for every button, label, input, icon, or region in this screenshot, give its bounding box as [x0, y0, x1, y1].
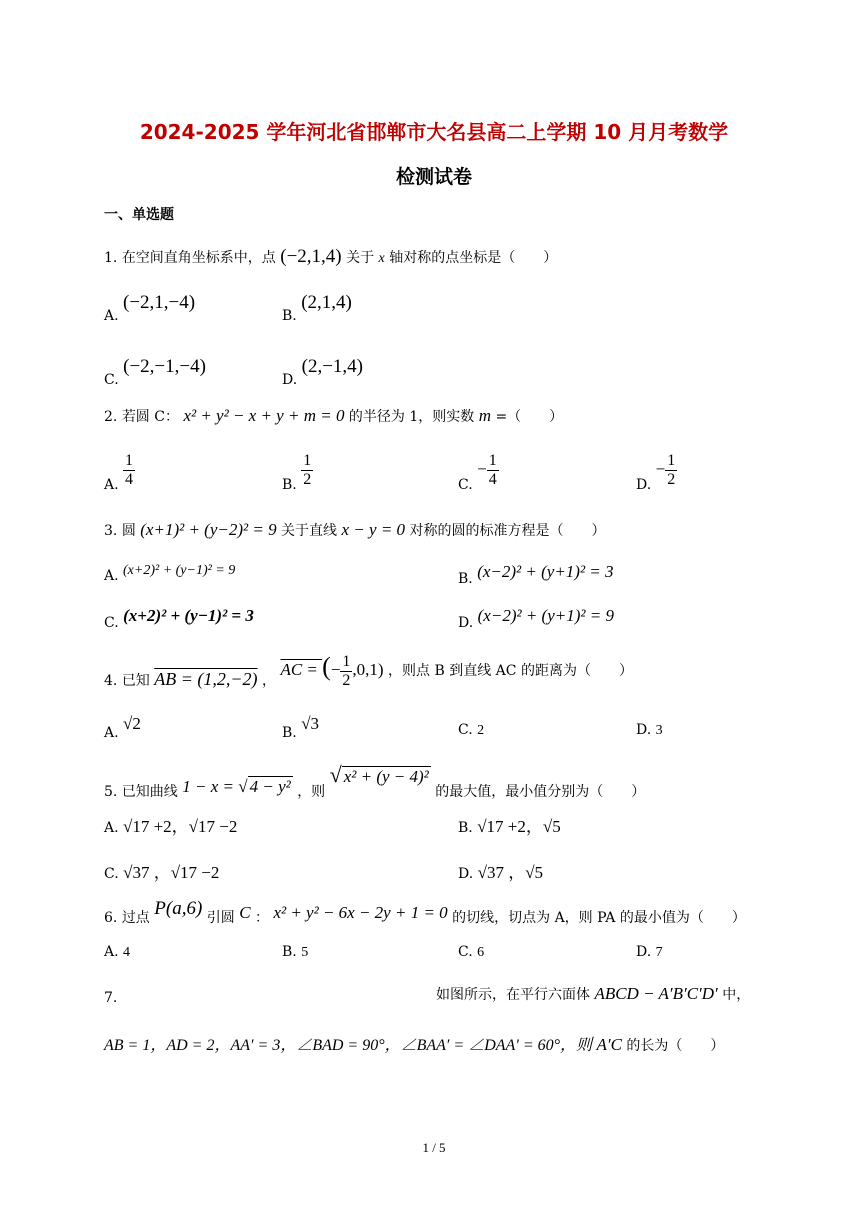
q1-text-b: 关于: [346, 250, 375, 266]
q4-sign: −: [330, 660, 341, 679]
q5-option-d: [458, 858, 543, 883]
question-6: [104, 898, 746, 926]
q7-text-a: 如图所示，在平行六面体: [436, 987, 590, 1003]
option-sign: −: [655, 459, 666, 479]
option-label: B.: [458, 820, 473, 836]
option-value: 7: [655, 945, 663, 960]
option-denominator: 4: [488, 471, 497, 488]
option-denominator: 2: [667, 471, 676, 488]
q4-denominator: 2: [342, 671, 351, 689]
doc-title-line2: 检测试卷: [395, 166, 472, 188]
option-label: B.: [458, 571, 473, 587]
question-3: [104, 520, 606, 540]
q2-text-b: 的半径为 1，则实数: [348, 409, 475, 425]
q2-text-a: 若圆 C：: [121, 409, 179, 425]
q2-option-a: [104, 452, 135, 493]
option-value: 5: [301, 945, 309, 960]
q3-text-a: 圆: [121, 523, 136, 539]
q6-option-a: [104, 944, 130, 961]
option-label: D.: [636, 722, 652, 738]
option-value: (−2,−1,−4): [123, 356, 206, 377]
q4-vector-ac: AC =: [280, 660, 323, 679]
q2-option-b: [282, 452, 313, 493]
q6-text-a: 过点: [121, 910, 150, 926]
page-number: 1 / 5: [422, 1140, 446, 1155]
option-label: B.: [282, 725, 297, 741]
option-label: B.: [282, 476, 297, 493]
q4-option-b: [282, 714, 320, 741]
q3-option-d: [458, 606, 614, 631]
option-value: (−2,1,−4): [123, 292, 196, 313]
option-label: D.: [282, 372, 298, 388]
option-label: B.: [282, 308, 297, 324]
q2-equation: x² + y² − x + y + m = 0: [183, 406, 345, 425]
option-label: D.: [458, 615, 474, 631]
q4-option-c: [458, 722, 484, 739]
question-2: [104, 406, 563, 426]
q4-option-d: [636, 722, 663, 739]
option-label: A.: [104, 725, 119, 741]
option-label: A.: [104, 820, 119, 836]
q3-option-a: [104, 562, 236, 584]
doc-title-line1: 2024-2025 学年河北省邯郸市大名县高二上学期 10 月月考数学: [139, 120, 729, 144]
option-label: A.: [104, 568, 119, 584]
option-denominator: 4: [125, 471, 134, 488]
option-value: 6: [477, 945, 485, 960]
option-value: (2,1,4): [301, 292, 352, 313]
q3-option-c: [104, 606, 254, 631]
option-numerator: 1: [667, 452, 676, 469]
q6-option-b: [282, 944, 308, 961]
q1-number: 1.: [104, 250, 118, 266]
option-numerator: 1: [303, 452, 312, 469]
option-value: √17 +2，√5: [477, 817, 561, 836]
option-value: 2: [477, 723, 485, 738]
option-label: C.: [104, 372, 119, 388]
q2-option-c: [458, 452, 499, 493]
q5-curve-lhs: 1 − x =: [182, 777, 239, 796]
q6-point: P(a,6): [154, 898, 203, 919]
q6-circle: C: [239, 903, 251, 922]
option-label: C.: [458, 944, 473, 960]
option-label: D.: [458, 866, 474, 882]
q2-number: 2.: [104, 409, 118, 425]
q2-text-c: =（ ）: [495, 409, 564, 425]
option-label: D.: [636, 944, 652, 960]
option-value: (x−2)² + (y+1)² = 9: [477, 606, 614, 625]
q3-equation: (x+1)² + (y−2)² = 9: [140, 520, 277, 539]
q1-point: (−2,1,4): [280, 246, 342, 267]
q5-number: 5.: [104, 784, 118, 800]
option-value: (x−2)² + (y+1)² = 3: [477, 562, 614, 581]
q5-option-c: [104, 858, 219, 883]
q4-vector-rest: ,0,1): [352, 660, 384, 679]
question-1: [104, 246, 557, 268]
q4-text-b: ，则点 B 到直线 AC 的距离为（ ）: [388, 663, 633, 679]
option-value: 4: [123, 945, 131, 960]
q1-text-a: 在空间直角坐标系中，点: [121, 250, 276, 266]
option-label: A.: [104, 944, 119, 960]
q6-colon: ：: [254, 910, 269, 926]
q7-solid: ABCD − A′B′C′D′: [594, 984, 718, 1003]
option-label: D.: [636, 476, 652, 493]
q5-text-b: ，则: [297, 784, 326, 800]
option-label: C.: [458, 722, 473, 738]
q7-conditions: AB = 1，AD = 2，AA′ = 3，∠BAD = 90°，∠BAA′ = ∠DAA′ = 60°，则: [104, 1037, 593, 1054]
q4-option-a: [104, 714, 141, 741]
q6-option-c: [458, 944, 484, 961]
q6-number: 6.: [104, 910, 118, 926]
option-label: A.: [104, 308, 119, 324]
q6-text-b: 引圆: [206, 910, 235, 926]
q3-text-b: 关于直线: [281, 523, 338, 539]
q4-paren: (: [322, 652, 331, 681]
q5-text-c: 的最大值，最小值分别为（ ）: [435, 784, 646, 800]
q7-text-c: 的长为（ ）: [626, 1038, 725, 1054]
option-value: √37 ，√17 −2: [123, 863, 220, 882]
q2-option-d: [636, 452, 677, 493]
question-4: [104, 652, 633, 690]
q3-option-b: [458, 562, 614, 587]
option-label: B.: [282, 944, 297, 960]
option-sign: −: [477, 459, 487, 479]
q4-text-a: 已知: [121, 673, 150, 689]
q7-segment: A′C: [596, 1035, 622, 1054]
q4-vector-ab: AB = (1,2,−2): [154, 669, 258, 689]
q3-number: 3.: [104, 523, 118, 539]
q7-number: 7.: [104, 990, 118, 1006]
q5-expr-radicand: x² + (y − 4)²: [343, 767, 429, 786]
q3-text-c: 对称的圆的标准方程是（ ）: [409, 523, 606, 539]
q7-text-b: 中，: [722, 987, 751, 1003]
q4-comma: ，: [262, 673, 276, 689]
q5-text-a: 已知曲线: [121, 784, 178, 800]
option-numerator: 1: [125, 452, 134, 469]
q7-line1: [436, 984, 750, 1004]
option-value: √17 +2，√17 −2: [123, 817, 238, 836]
q1-option-b: [282, 292, 352, 324]
q4-numerator: 1: [342, 652, 351, 670]
option-value: √2: [123, 714, 141, 733]
q3-line: x − y = 0: [341, 520, 406, 539]
q2-variable: m: [478, 406, 491, 425]
option-label: C.: [104, 615, 119, 631]
option-value: (x+2)² + (y−1)² = 9: [123, 563, 236, 578]
q1-option-a: [104, 292, 196, 324]
option-label: C.: [104, 866, 119, 882]
option-value: 3: [655, 723, 663, 738]
q7-line2: [104, 1032, 724, 1055]
option-value: √3: [301, 714, 320, 733]
option-numerator: 1: [488, 452, 497, 469]
q5-option-b: [458, 812, 561, 837]
q6-equation: x² + y² − 6x − 2y + 1 = 0: [273, 903, 448, 922]
q5-option-a: [104, 812, 237, 837]
option-label: C.: [458, 476, 473, 493]
option-value: (2,−1,4): [301, 356, 364, 377]
q1-text-c: 轴对称的点坐标是（ ）: [389, 250, 558, 266]
q1-option-d: [282, 356, 364, 388]
q6-text-c: 的切线，切点为 A，则 PA 的最小值为（ ）: [452, 910, 746, 926]
q6-option-d: [636, 944, 663, 961]
option-value: √37 ，√5: [477, 863, 544, 882]
question-5: 5. 已知曲线 1 − x = √ 4 − y² ，则 √ x² + (y − 4)² 的最大值，最小值分别为（ ）: [104, 762, 646, 800]
option-denominator: 2: [303, 471, 312, 488]
section-heading: 一、单选题: [104, 207, 174, 223]
q1-axis: x: [378, 251, 385, 266]
q5-curve-radicand: 4 − y²: [249, 777, 291, 796]
option-value: (x+2)² + (y−1)² = 3: [123, 606, 254, 625]
option-label: A.: [104, 476, 119, 493]
q1-option-c: [104, 356, 206, 388]
q4-number: 4.: [104, 673, 118, 689]
